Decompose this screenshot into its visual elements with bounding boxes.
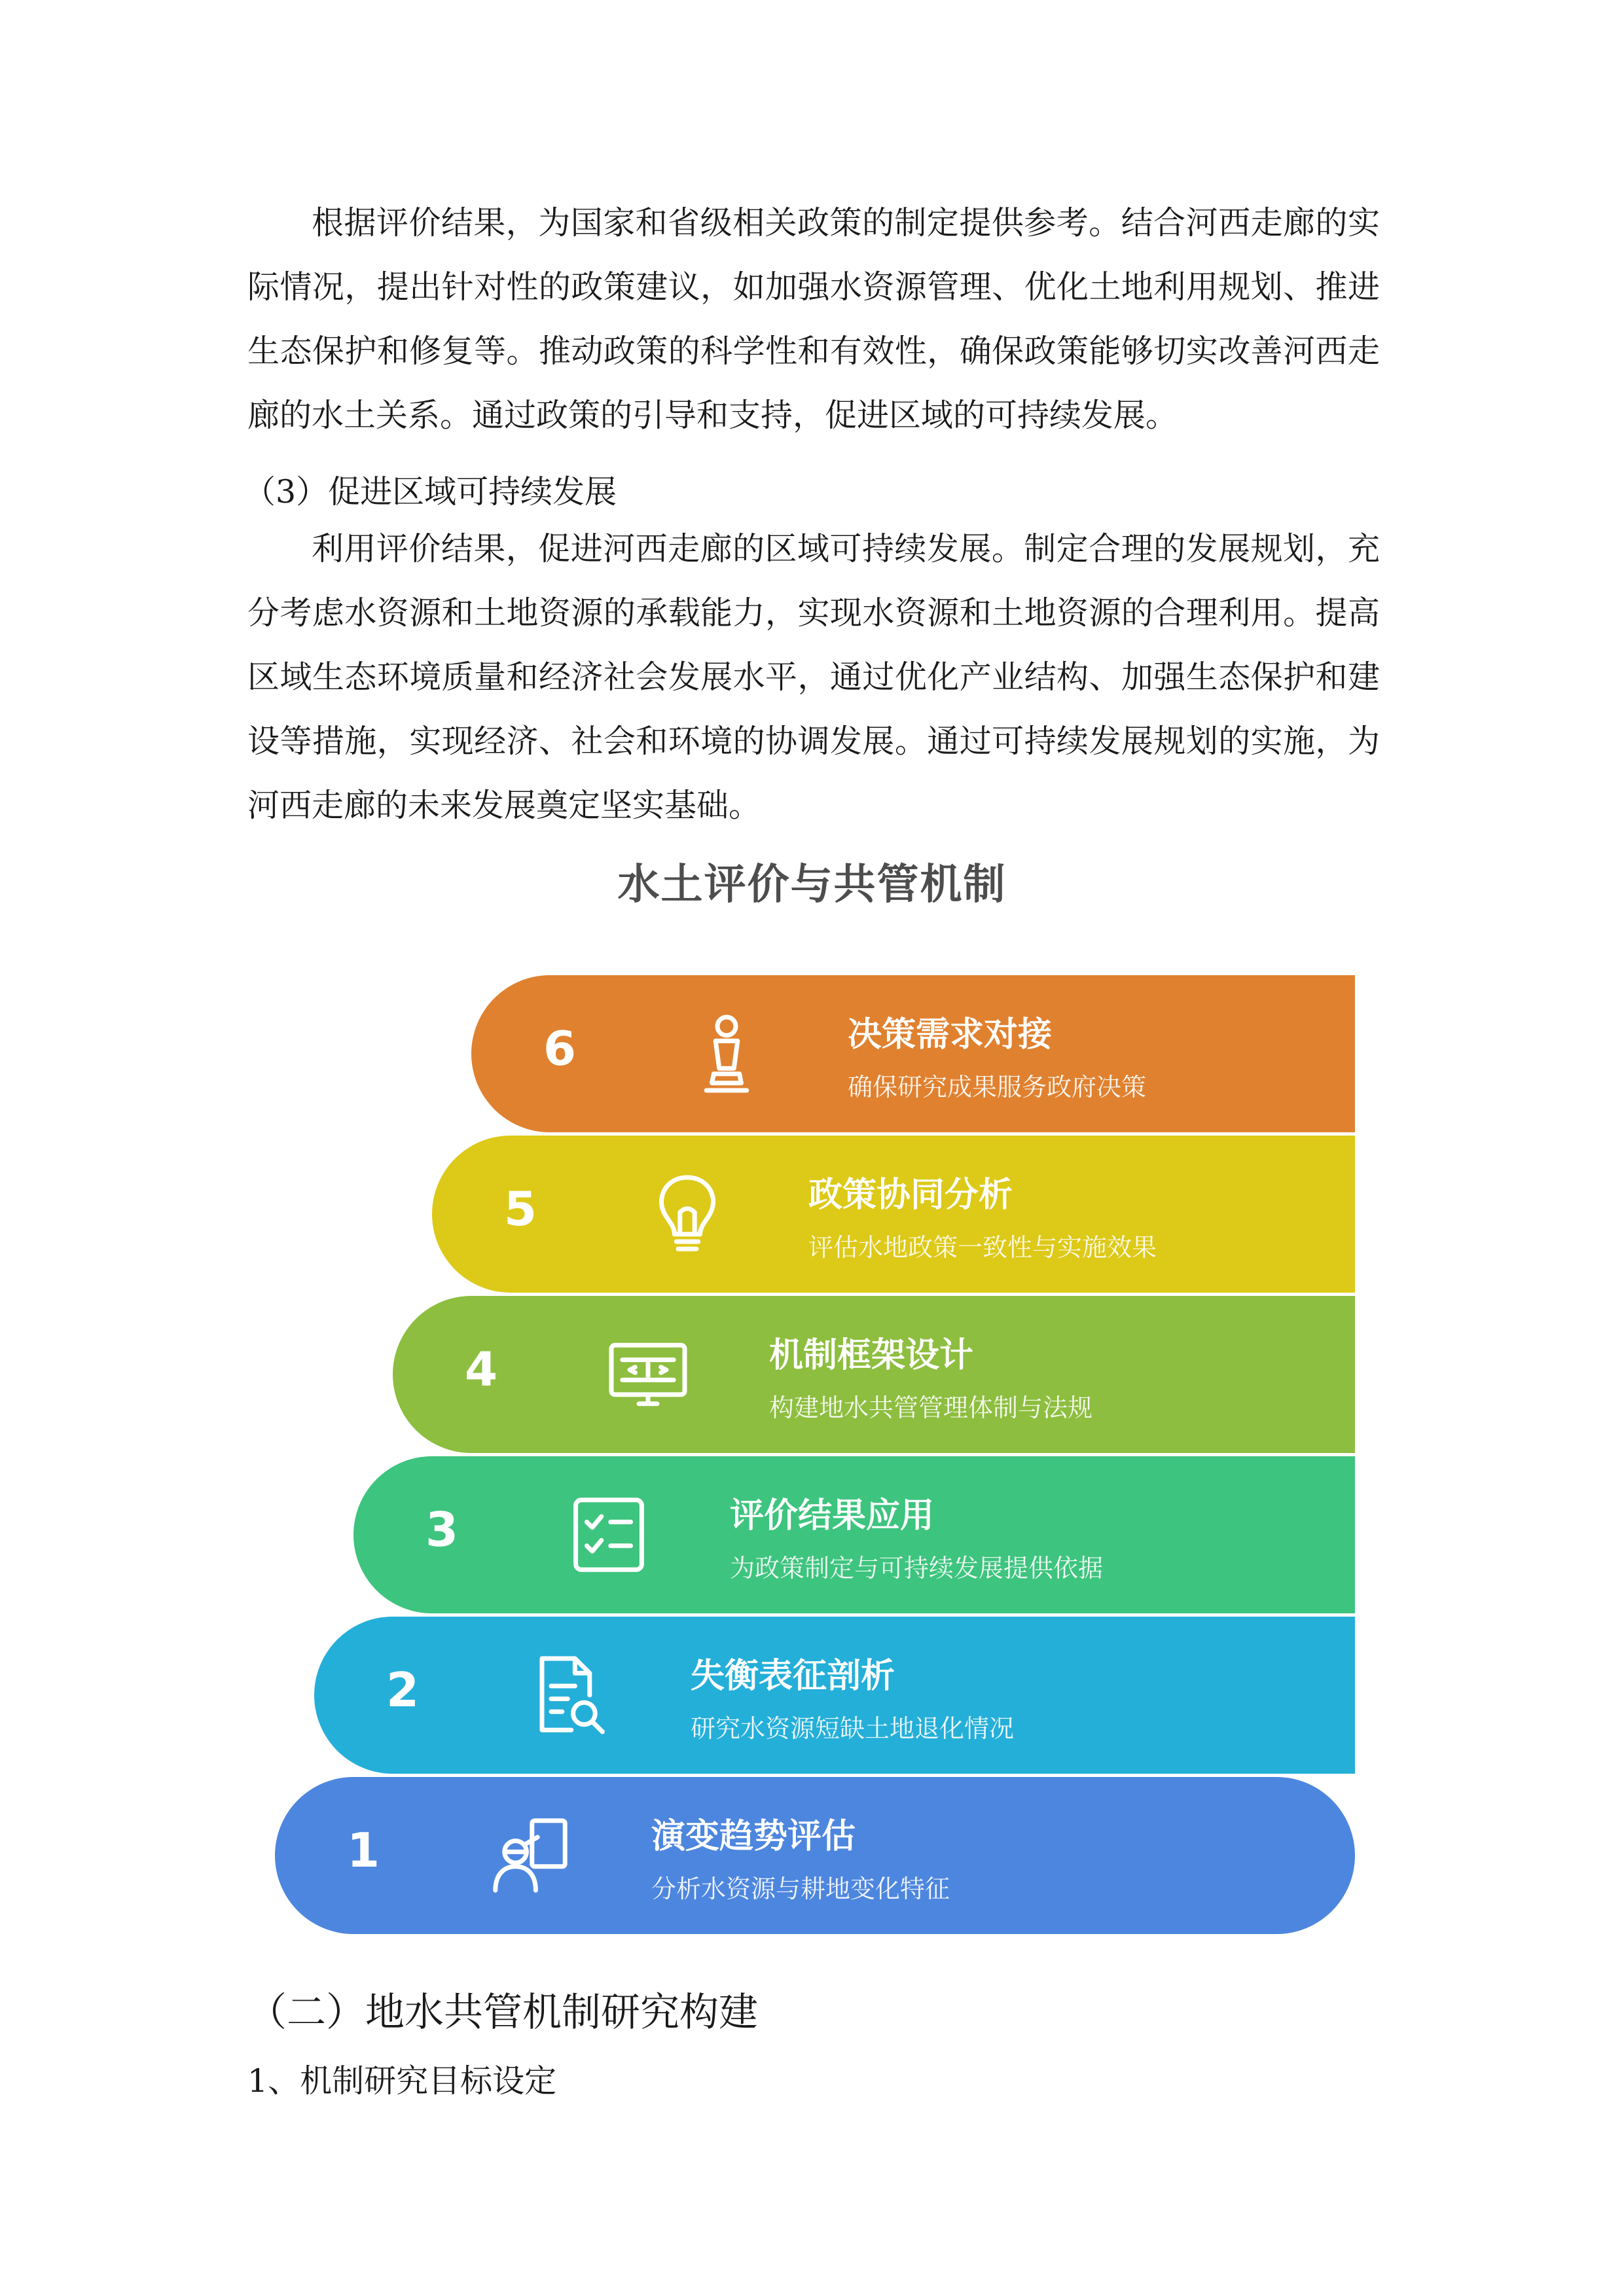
tier-title: 机制框架设计 — [769, 1336, 974, 1375]
subsection-heading-1: 1、机制研究目标设定 — [247, 2062, 557, 2100]
tier-title: 评价结果应用 — [730, 1496, 935, 1535]
tier-subtitle: 构建地水共管管理体制与法规 — [769, 1393, 1093, 1422]
tier-6 — [471, 975, 1355, 1132]
tier-number: 4 — [464, 1342, 498, 1397]
tier-3 — [353, 1456, 1355, 1613]
tier-title: 政策协同分析 — [808, 1175, 1013, 1215]
paragraph-policy-reference: 根据评价结果，为国家和省级相关政策的制定提供参考。结合河西走廊的实际情况，提出针对性的政策建议，如加强水资源管理、优化土地利用规划、推进生态保护和修复等。推动政策的科学性和有效性，确保政策能够切实改善河西走廊的水土关系。通过政策的引导和支持，促进区域的可持续发展。 — [247, 204, 1380, 434]
tier-number: 1 — [346, 1823, 380, 1878]
tier-number: 6 — [543, 1021, 577, 1076]
staircase-diagram — [272, 975, 1355, 1944]
subsection-heading-3: （3）促进区域可持续发展 — [244, 473, 617, 511]
tier-title: 演变趋势评估 — [651, 1817, 856, 1856]
tier-title: 失衡表征剖析 — [691, 1657, 895, 1696]
tier-number: 5 — [503, 1181, 537, 1236]
award-statue-icon — [681, 1008, 772, 1100]
tier-title: 决策需求对接 — [848, 1015, 1053, 1054]
tier-number: 3 — [425, 1502, 459, 1557]
tier-subtitle: 分析水资源与耕地变化特征 — [651, 1874, 950, 1903]
tier-5 — [432, 1136, 1355, 1293]
tier-subtitle: 研究水资源短缺土地退化情况 — [691, 1714, 1015, 1743]
tier-2 — [314, 1617, 1355, 1774]
tier-number: 2 — [386, 1662, 420, 1717]
monitor-icon — [602, 1329, 694, 1420]
tier-4 — [393, 1296, 1355, 1453]
tier-subtitle: 确保研究成果服务政府决策 — [848, 1073, 1147, 1102]
lightbulb-icon — [641, 1168, 733, 1260]
section-heading: （二）地水共管机制研究构建 — [247, 1990, 758, 2036]
paragraph-sustainable-development: 利用评价结果，促进河西走廊的区域可持续发展。制定合理的发展规划，充分考虑水资源和土地资源的承载能力，实现水资源和土地资源的合理利用。提高区域生态环境质量和经济社会发展水平，通过优化产业结构、加强生态保护和建设等措施，实现经济、社会和环境的协调发展。通过可持续发展规划的实施，为河西走廊的未来发展奠定坚实基础。 — [247, 530, 1380, 824]
document-search-icon — [524, 1649, 615, 1741]
figure-title: 水土评价与共管机制 — [617, 861, 1007, 909]
tier-1 — [275, 1777, 1355, 1934]
tier-subtitle: 评估水地政策一致性与实施效果 — [808, 1233, 1157, 1262]
checklist-icon — [563, 1489, 655, 1581]
presenter-board-icon — [484, 1810, 576, 1901]
tier-subtitle: 为政策制定与可持续发展提供依据 — [730, 1554, 1104, 1583]
